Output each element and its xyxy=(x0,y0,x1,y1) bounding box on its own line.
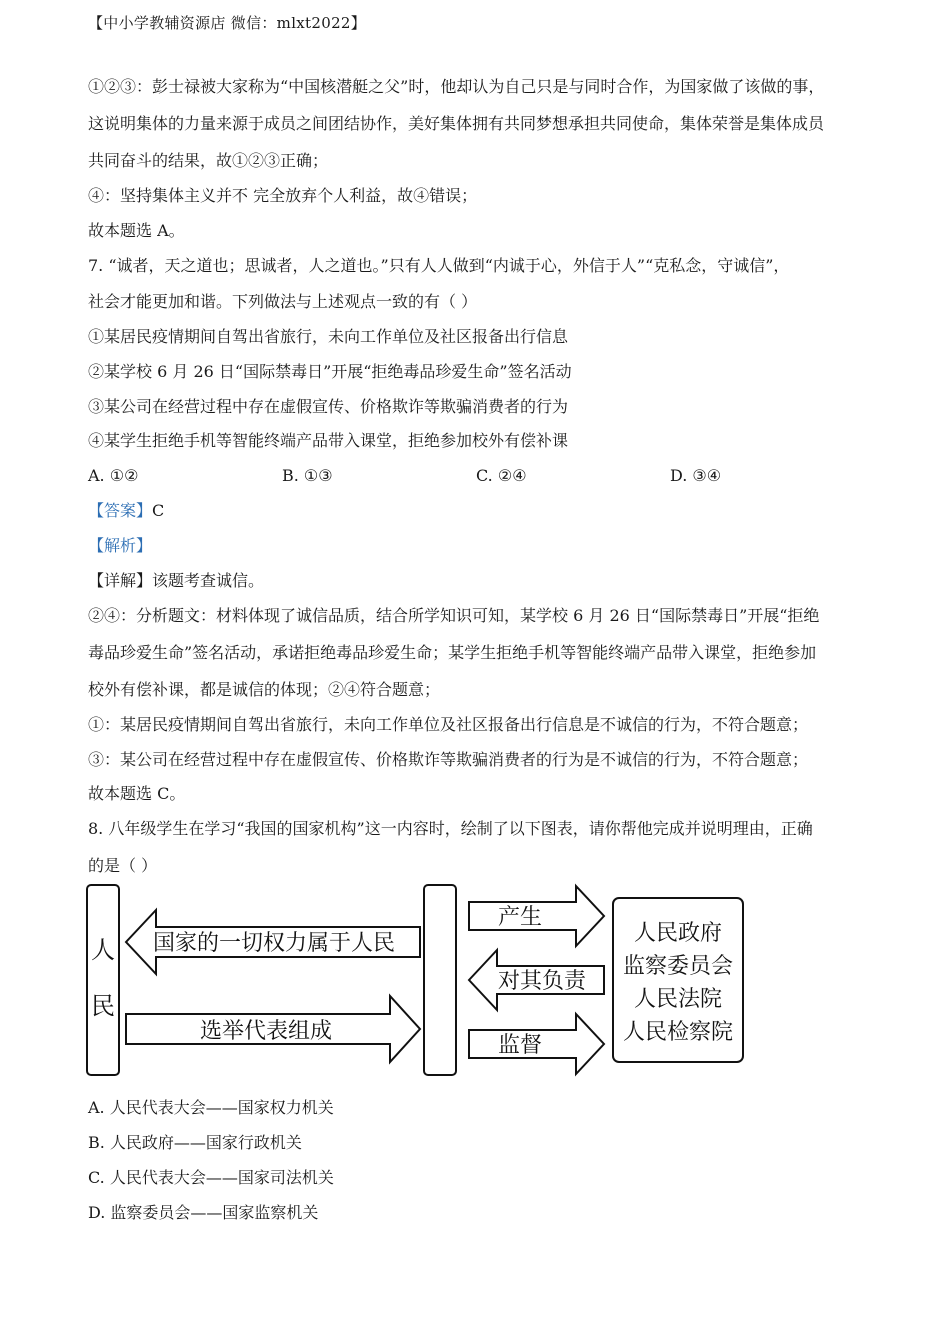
q8-option-c: C. 人民代表大会——国家司法机关 xyxy=(88,1168,334,1187)
elect-representatives-label: 选举代表组成 xyxy=(199,1019,333,1044)
organ-court: 人民法院 xyxy=(633,987,723,1012)
organ-supervisory-commission: 监察委员会 xyxy=(622,954,734,979)
organ-procuratorate: 人民检察院 xyxy=(622,1020,734,1045)
question-7-item: ③某公司在经营过程中存在虚假宣传、价格欺诈等欺骗消费者的行为 xyxy=(88,397,569,416)
text-line: ④：坚持集体主义并不 完全放弃个人利益，故④错误； xyxy=(88,186,478,205)
power-belongs-to-people-label: 国家的一切权力属于人民 xyxy=(152,931,396,956)
text-line: 故本题选 A。 xyxy=(88,221,185,240)
q7-option-d: D. ③④ xyxy=(670,466,722,485)
produce-label: 产生 xyxy=(497,905,543,930)
detail-line: ②④：分析题文：材料体现了诚信品质，结合所学知识可知，某学校 6 月 26 日“国际禁毒日”开展“拒绝 xyxy=(88,606,820,625)
organ-government: 人民政府 xyxy=(633,921,723,946)
q7-option-a: A. ①② xyxy=(88,466,139,485)
answer-line xyxy=(88,500,878,522)
question-7-item: ②某学校 6 月 26 日“国际禁毒日”开展“拒绝毒品珍爱生命”签名活动 xyxy=(88,362,572,381)
question-7-stem: 7. “诚者，天之道也；思诚者，人之道也。”只有人人做到“内诚于心，外信于人”“克私念，守诚信”， xyxy=(88,256,790,275)
q8-option-b: B. 人民政府——国家行政机关 xyxy=(88,1133,302,1152)
people-char-1: 人 xyxy=(91,936,115,964)
detail-line: ③：某公司在经营过程中存在虚假宣传、价格欺诈等欺骗消费者的行为是不诚信的行为，不符合题意； xyxy=(88,750,809,769)
text-line: 共同奋斗的结果，故①②③正确； xyxy=(88,151,329,170)
people-box xyxy=(87,885,119,1075)
blank-answer-box xyxy=(424,885,456,1075)
q7-option-c: C. ②④ xyxy=(476,466,527,485)
question-7-stem: 社会才能更加和谐。下列做法与上述观点一致的有（ ） xyxy=(88,292,478,311)
detail-line: 【详解】该题考查诚信。 xyxy=(88,571,265,590)
state-organs-diagram xyxy=(84,882,748,1080)
q8-option-a: A. 人民代表大会——国家权力机关 xyxy=(88,1098,334,1117)
detail-line: 毒品珍爱生命”签名活动，承诺拒绝毒品珍爱生命；某学生拒绝手机等智能终端产品带入课堂，拒绝参加 xyxy=(88,643,817,662)
people-char-2: 民 xyxy=(91,992,115,1020)
page-header: 【中小学教辅资源店 微信：mlxt2022】 xyxy=(88,14,367,32)
detail-line: 校外有偿补课，都是诚信的体现；②④符合题意； xyxy=(88,680,441,699)
q8-option-d: D. 监察委员会——国家监察机关 xyxy=(88,1203,319,1222)
text-line: ①②③：彭士禄被大家称为“中国核潜艇之父”时，他却认为自己只是与同时合作，为国家做了该做的事， xyxy=(88,77,825,96)
question-8-stem: 8. 八年级学生在学习“我国的国家机构”这一内容时，绘制了以下图表，请你帮他完成并说明理由，正确 xyxy=(88,819,813,838)
question-8-stem: 的是（ ） xyxy=(88,856,158,875)
question-7-item: ①某居民疫情期间自驾出省旅行，未向工作单位及社区报备出行信息 xyxy=(88,327,569,346)
responsible-label: 对其负责 xyxy=(497,969,587,994)
detail-line: ①：某居民疫情期间自驾出省旅行，未向工作单位及社区报备出行信息是不诚信的行为，不符合题意； xyxy=(88,715,809,734)
question-7-item: ④某学生拒绝手机等智能终端产品带入课堂，拒绝参加校外有偿补课 xyxy=(88,431,569,450)
answer-label: 【答案】 xyxy=(88,501,153,520)
detail-line: 故本题选 C。 xyxy=(88,784,186,803)
q7-option-b: B. ①③ xyxy=(282,466,333,485)
text-line: 这说明集体的力量来源于成员之间团结协作，美好集体拥有共同梦想承担共同使命，集体荣誉是集体成员 xyxy=(88,114,825,133)
analysis-label: 【解析】 xyxy=(88,536,153,555)
answer-value: C xyxy=(152,501,165,520)
supervise-label: 监督 xyxy=(497,1033,543,1058)
